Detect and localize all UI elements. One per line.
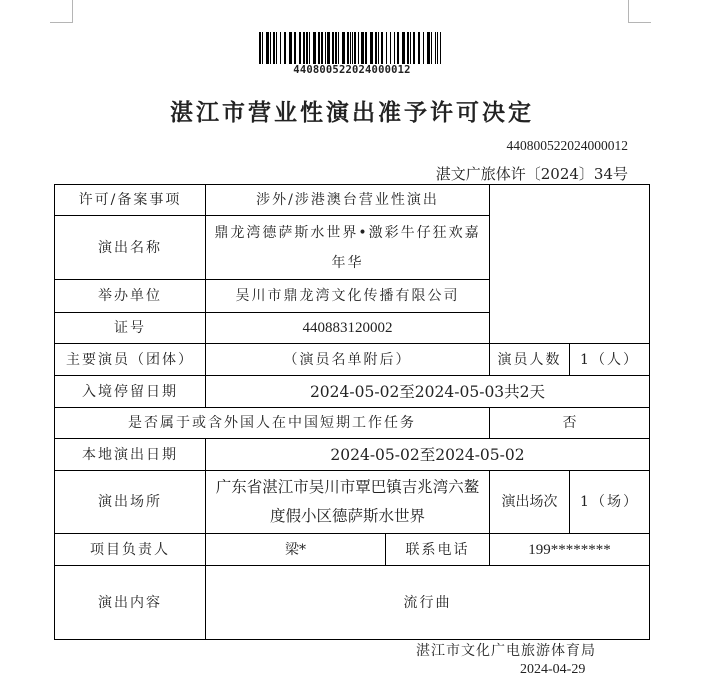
barcode-bar — [262, 32, 263, 64]
barcode-bar — [294, 32, 296, 64]
barcode-bar — [410, 32, 411, 64]
barcode-bar — [342, 32, 345, 64]
barcode-bar — [418, 32, 420, 64]
barcode-bar — [347, 32, 349, 64]
crop-mark-top-left — [50, 0, 73, 23]
manager-label: 项目负责人 — [55, 534, 206, 566]
barcode-bar — [332, 32, 334, 64]
barcode-bar — [352, 32, 353, 64]
barcode-bar — [276, 32, 277, 64]
organizer-label: 举办单位 — [55, 280, 206, 313]
barcode-bar — [361, 32, 364, 64]
performer-count-value: 1（人） — [570, 344, 650, 376]
row-local-dates — [55, 439, 650, 471]
barcode-bar — [270, 32, 271, 64]
row-manager — [55, 534, 650, 566]
barcode-bar — [313, 32, 316, 64]
performers-value: （演员名单附后） — [206, 344, 490, 376]
row-performers — [55, 344, 650, 376]
barcode-bar — [259, 32, 261, 64]
performers-label: 主要演员（团体） — [55, 344, 206, 376]
blank-cell — [490, 185, 650, 344]
barcode-bar — [386, 32, 387, 64]
barcode-bar — [289, 32, 292, 64]
barcode-bar — [402, 32, 405, 64]
crop-mark-top-right — [628, 0, 651, 23]
phone-label: 联系电话 — [386, 534, 490, 566]
barcode-bar — [390, 32, 391, 64]
barcode-bar — [375, 32, 377, 64]
barcode-bar — [358, 32, 359, 64]
document-number: 440800522024000012 — [506, 138, 628, 153]
barcode-bar — [325, 32, 326, 64]
barcode-bar — [427, 32, 430, 64]
issuing-authority: 湛江市文化广电旅游体育局 — [416, 643, 596, 659]
barcode-bar — [350, 32, 351, 64]
barcode-bar — [306, 32, 308, 64]
barcode-bar — [354, 32, 356, 64]
local-dates-label: 本地演出日期 — [55, 439, 206, 471]
foreign-work-answer: 否 — [490, 408, 650, 439]
performer-count-label: 演员人数 — [490, 344, 570, 376]
venue-label: 演出场所 — [55, 471, 206, 534]
sessions-value: 1（场） — [570, 471, 650, 534]
barcode-bar — [423, 32, 424, 64]
venue-value: 广东省湛江市吴川市覃巴镇吉兆湾六鳌度假小区德萨斯水世界 — [206, 471, 490, 534]
barcode-bar — [303, 32, 305, 64]
barcode-number: 440800522024000012 — [293, 64, 411, 76]
phone-value: 199******** — [490, 534, 650, 566]
barcode-bar — [280, 32, 281, 64]
barcode-bar — [318, 32, 320, 64]
foreign-work-question: 是否属于或含外国人在中国短期工作任务 — [55, 408, 490, 439]
row-entry-dates — [55, 376, 650, 408]
organizer-value: 吴川市鼎龙湾文化传播有限公司 — [206, 280, 490, 313]
barcode-bar — [431, 32, 432, 64]
barcode-bar — [299, 32, 301, 64]
content-label: 演出内容 — [55, 566, 206, 640]
barcode-bar — [273, 32, 275, 64]
barcode-bar — [407, 32, 409, 64]
barcode-bar — [435, 32, 436, 64]
entry-dates-label: 入境停留日期 — [55, 376, 206, 408]
barcode-bar — [309, 32, 310, 64]
barcode — [259, 32, 445, 64]
barcode-bar — [413, 32, 415, 64]
row-content — [55, 566, 650, 640]
barcode-bar — [397, 32, 399, 64]
entry-dates-value: 2024-05-02至2024-05-03共2天 — [206, 376, 650, 408]
show-name-value: 鼎龙湾德萨斯水世界•激彩牛仔狂欢嘉年华 — [206, 216, 490, 280]
permit-item-value: 涉外/涉港澳台营业性演出 — [206, 185, 490, 216]
row-venue — [55, 471, 650, 534]
barcode-bar — [381, 32, 383, 64]
row-permit-item — [55, 185, 650, 216]
barcode-bar — [378, 32, 379, 64]
sessions-label: 演出场次 — [490, 471, 570, 534]
barcode-bar — [284, 32, 286, 64]
barcode-bar — [338, 32, 339, 64]
barcode-bar — [370, 32, 373, 64]
document-title: 湛江市营业性演出准予许可决定 — [170, 100, 534, 126]
barcode-bar — [266, 32, 269, 64]
permit-item-label: 许可/备案事项 — [55, 185, 206, 216]
barcode-bar — [321, 32, 323, 64]
barcode-bar — [335, 32, 337, 64]
barcode-bar — [440, 32, 441, 64]
permit-form-table — [54, 184, 650, 640]
manager-value: 梁* — [206, 534, 386, 566]
barcode-bar — [365, 32, 367, 64]
row-foreign-work — [55, 408, 650, 439]
show-name-label: 演出名称 — [55, 216, 206, 280]
barcode-bar — [327, 32, 330, 64]
cert-label: 证号 — [55, 313, 206, 344]
barcode-bar — [437, 32, 438, 64]
local-dates-value: 2024-05-02至2024-05-02 — [206, 439, 650, 471]
cert-value: 440883120002 — [206, 313, 490, 344]
content-value: 流行曲 — [206, 566, 650, 640]
permit-number: 湛文广旅体许〔2024〕34号 — [435, 165, 628, 183]
barcode-bar — [394, 32, 395, 64]
issue-date: 2024-04-29 — [520, 662, 586, 677]
